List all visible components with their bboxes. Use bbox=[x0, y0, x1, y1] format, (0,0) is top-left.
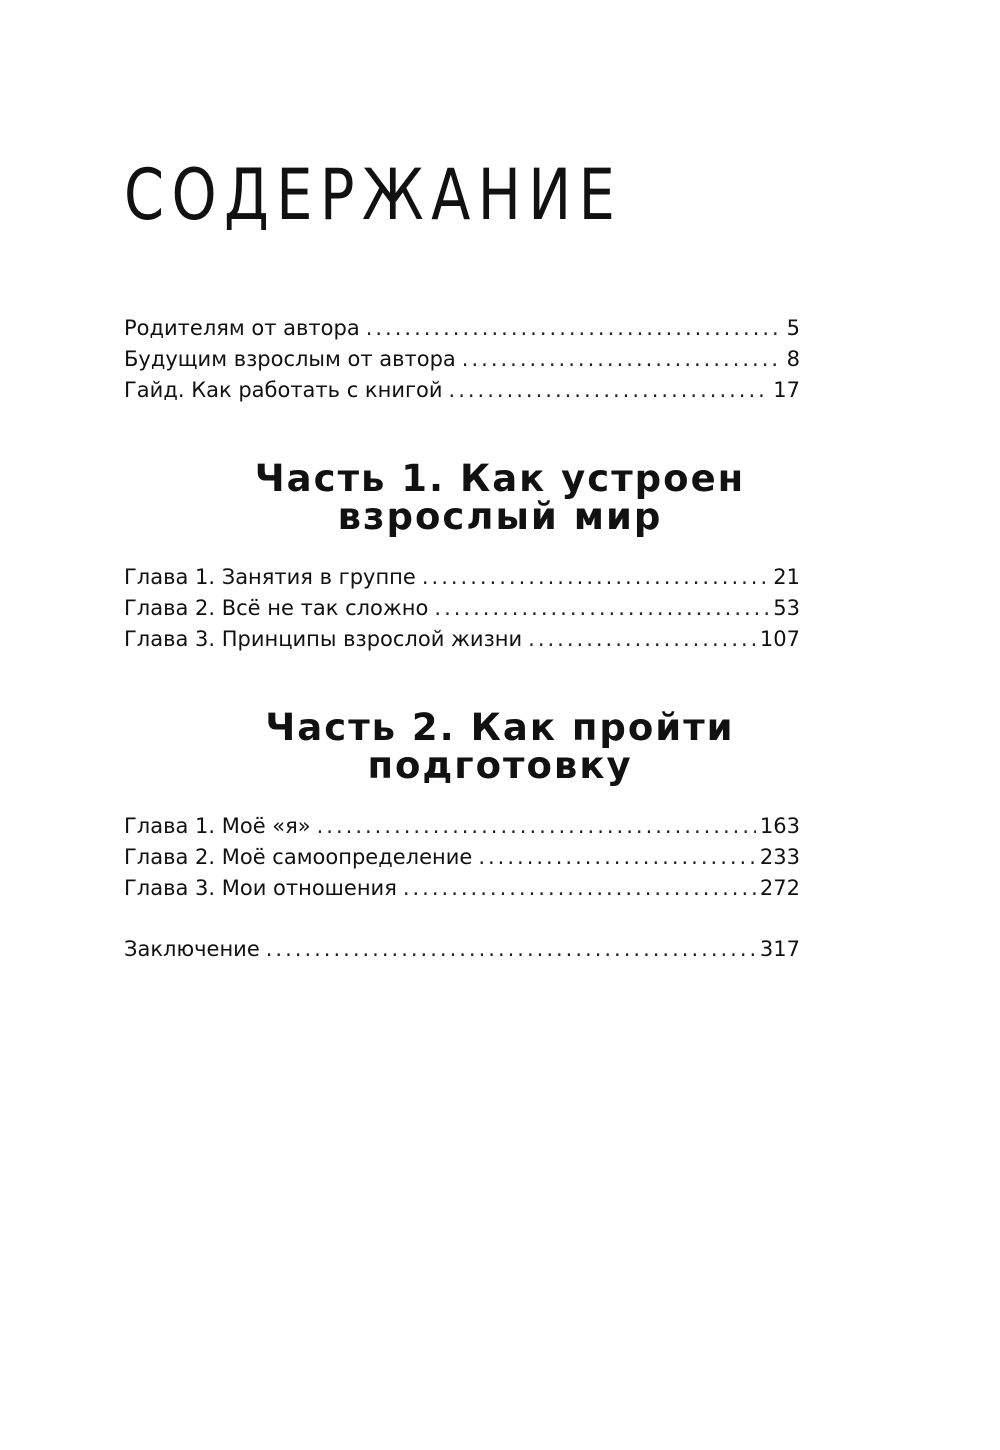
toc-entry-label: Родителям от автора bbox=[124, 316, 360, 340]
toc-entry[interactable] bbox=[124, 375, 800, 406]
toc-entry-page: 5 bbox=[786, 316, 800, 340]
part-2-heading-line2: подготовку bbox=[367, 744, 633, 787]
dot-leader bbox=[478, 842, 756, 873]
dot-leader bbox=[462, 344, 783, 375]
toc-entry[interactable] bbox=[124, 811, 800, 842]
part-1-heading-line2: взрослый мир bbox=[337, 495, 663, 538]
toc-entry[interactable] bbox=[124, 873, 800, 904]
toc-conclusion-list bbox=[124, 934, 800, 965]
toc-entry-page: 163 bbox=[759, 814, 800, 838]
toc-entry-page: 17 bbox=[773, 378, 800, 402]
dot-leader bbox=[403, 873, 756, 904]
part-2-heading-line1: Часть 2. Как пройти bbox=[265, 706, 735, 749]
toc-entry-label: Заключение bbox=[124, 937, 260, 961]
toc-entry-page: 8 bbox=[786, 347, 800, 371]
dot-leader bbox=[528, 624, 756, 655]
toc-entry-page: 21 bbox=[773, 565, 800, 589]
page-title: СОДЕРЖАНИЕ bbox=[124, 154, 623, 236]
part-1-heading bbox=[0, 457, 1000, 538]
toc-entry-label: Глава 1. Занятия в группе bbox=[124, 565, 416, 589]
toc-entry-label: Будущим взрослым от автора bbox=[124, 347, 456, 371]
toc-entry-page: 53 bbox=[773, 596, 800, 620]
toc-part-1-list bbox=[124, 562, 800, 655]
toc-entry-label: Глава 2. Всё не так сложно bbox=[124, 596, 429, 620]
toc-part-2-list bbox=[124, 811, 800, 904]
part-1-heading-line1: Часть 1. Как устроен bbox=[254, 457, 746, 500]
toc-entry[interactable] bbox=[124, 593, 800, 624]
toc-entry[interactable] bbox=[124, 313, 800, 344]
toc-entry[interactable] bbox=[124, 934, 800, 965]
toc-entry[interactable] bbox=[124, 562, 800, 593]
toc-entry[interactable] bbox=[124, 344, 800, 375]
toc-entry-label: Глава 1. Моё «я» bbox=[124, 814, 311, 838]
dot-leader bbox=[266, 934, 756, 965]
toc-entry-label: Глава 3. Мои отношения bbox=[124, 876, 397, 900]
part-2-heading bbox=[0, 706, 1000, 787]
dot-leader bbox=[434, 593, 769, 624]
toc-entry-page: 107 bbox=[759, 627, 800, 651]
toc-entry-page: 317 bbox=[759, 937, 800, 961]
toc-entry-label: Глава 2. Моё самоопределение bbox=[124, 845, 473, 869]
toc-entry-page: 233 bbox=[759, 845, 800, 869]
toc-entry-label: Глава 3. Принципы взрослой жизни bbox=[124, 627, 523, 651]
toc-entry-label: Гайд. Как работать с книгой bbox=[124, 378, 443, 402]
dot-leader bbox=[366, 313, 783, 344]
dot-leader bbox=[422, 562, 769, 593]
toc-entry-page: 272 bbox=[759, 876, 800, 900]
toc-entry[interactable] bbox=[124, 842, 800, 873]
toc-entry[interactable] bbox=[124, 624, 800, 655]
dot-leader bbox=[449, 375, 770, 406]
toc-intro-list bbox=[124, 313, 800, 406]
dot-leader bbox=[317, 811, 756, 842]
